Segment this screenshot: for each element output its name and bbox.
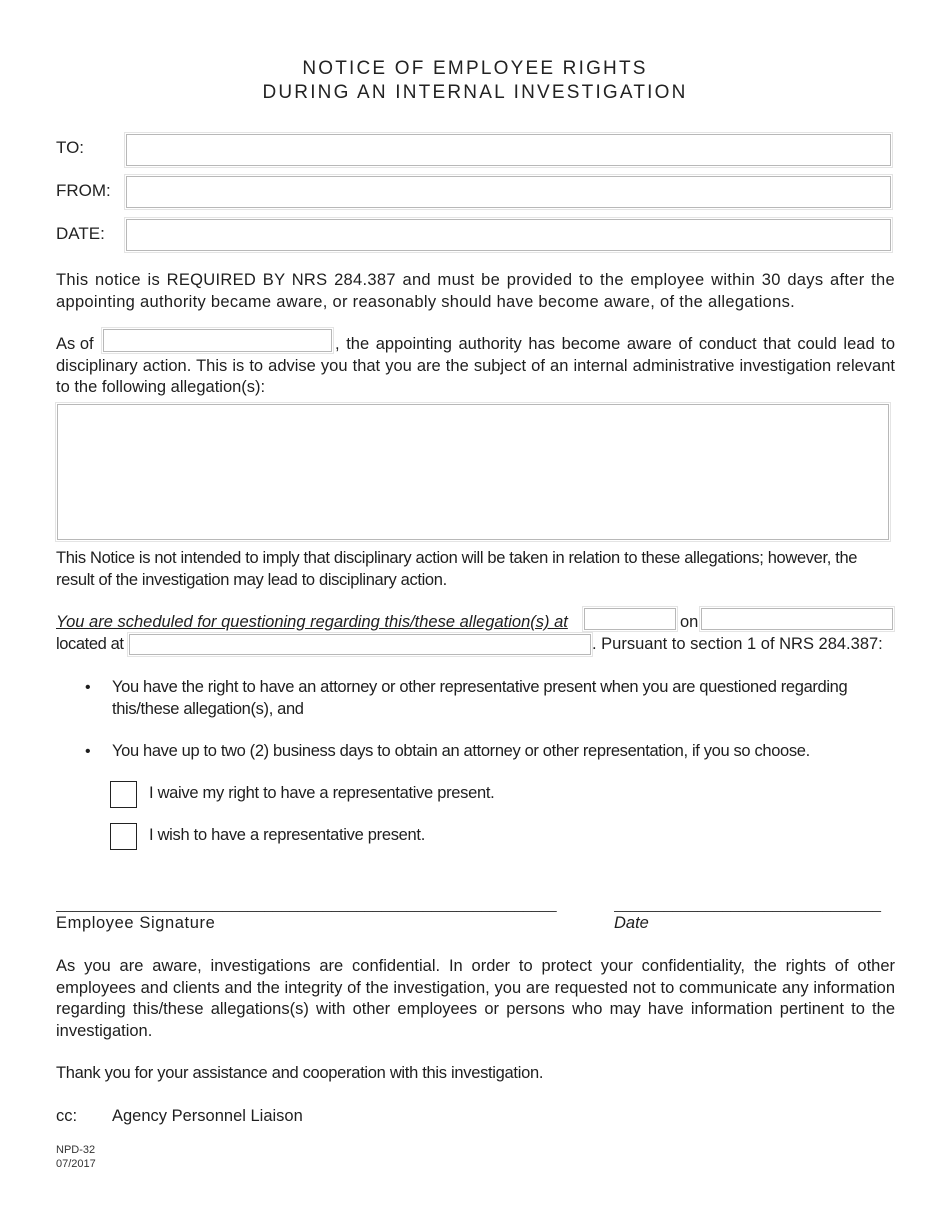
- signature-date-label: Date: [614, 914, 649, 932]
- thanks-text: Thank you for your assistance and cooperation with this investigation.: [56, 1064, 544, 1082]
- form-title-line2: DURING AN INTERNAL INVESTIGATION: [262, 82, 688, 103]
- cc-label: cc:: [56, 1107, 78, 1125]
- form-revision: 07/2017: [56, 1158, 96, 1170]
- waive-representative-label: I waive my right to have a representative present.: [149, 784, 495, 802]
- from-field[interactable]: [126, 176, 891, 208]
- form-title-line1: NOTICE OF EMPLOYEE RIGHTS: [302, 58, 648, 79]
- to-field[interactable]: [126, 134, 891, 166]
- cc-recipient: Agency Personnel Liaison: [112, 1107, 303, 1125]
- disclaimer-paragraph: This Notice is not intended to imply that disciplinary action will be taken in relation to these allegations; however, the result of the investigation may lead to disciplinary action.: [56, 549, 858, 589]
- awareness-paragraph: , the appointing authority has become aware of conduct that could lead to disciplinary action. This is to advise you that you are the subject of an internal administrative investigation relevant to the following allegation(s):: [56, 335, 895, 396]
- date-label: DATE:: [56, 224, 105, 243]
- from-label: FROM:: [56, 181, 111, 200]
- signature-date-line[interactable]: ________________________________: [614, 896, 881, 913]
- schedule-intro-text: You are scheduled for questioning regarding this/these allegation(s) at: [56, 613, 568, 631]
- schedule-intro: [56, 612, 568, 634]
- schedule-date-field[interactable]: [701, 608, 893, 630]
- required-notice: This notice is REQUIRED BY NRS 284.387 and must be provided to the employee within 30 days after the appointing authority became aware, or reasonably should have become aware, of the allegations.: [56, 271, 895, 311]
- right-attorney-present: You have the right to have an attorney or other representative present when you are questioned regarding this/these allegation(s), and: [112, 678, 848, 718]
- allegations-field[interactable]: [57, 404, 889, 540]
- schedule-time-field[interactable]: [584, 608, 676, 630]
- located-at-label: located at: [56, 635, 124, 653]
- as-of-label: As of: [56, 335, 94, 353]
- bullet-icon: •: [85, 679, 91, 696]
- to-label: TO:: [56, 138, 85, 157]
- right-two-business-days: You have up to two (2) business days to obtain an attorney or other representation, if you so choose.: [112, 742, 810, 760]
- on-label: on: [680, 613, 699, 631]
- employee-signature-line[interactable]: ____________________________________________________________: [56, 896, 557, 913]
- waive-representative-checkbox[interactable]: [110, 781, 137, 808]
- confidentiality-paragraph: As you are aware, investigations are confidential. In order to protect your confidentiality, the rights of other employees and clients and the integrity of the investigation, you are requested not to communicate any information regarding this/these allegations(s) with other employees or persons who may have information pertinent to the investigation.: [56, 957, 895, 1040]
- date-field[interactable]: [126, 219, 891, 251]
- bullet-icon: •: [85, 743, 91, 760]
- employee-signature-label: Employee Signature: [56, 914, 216, 932]
- pursuant-text: . Pursuant to section 1 of NRS 284.387:: [592, 635, 883, 653]
- form-id: NPD-32: [56, 1144, 96, 1156]
- location-field[interactable]: [129, 634, 591, 655]
- wish-representative-checkbox[interactable]: [110, 823, 137, 850]
- wish-representative-label: I wish to have a representative present.: [149, 826, 425, 844]
